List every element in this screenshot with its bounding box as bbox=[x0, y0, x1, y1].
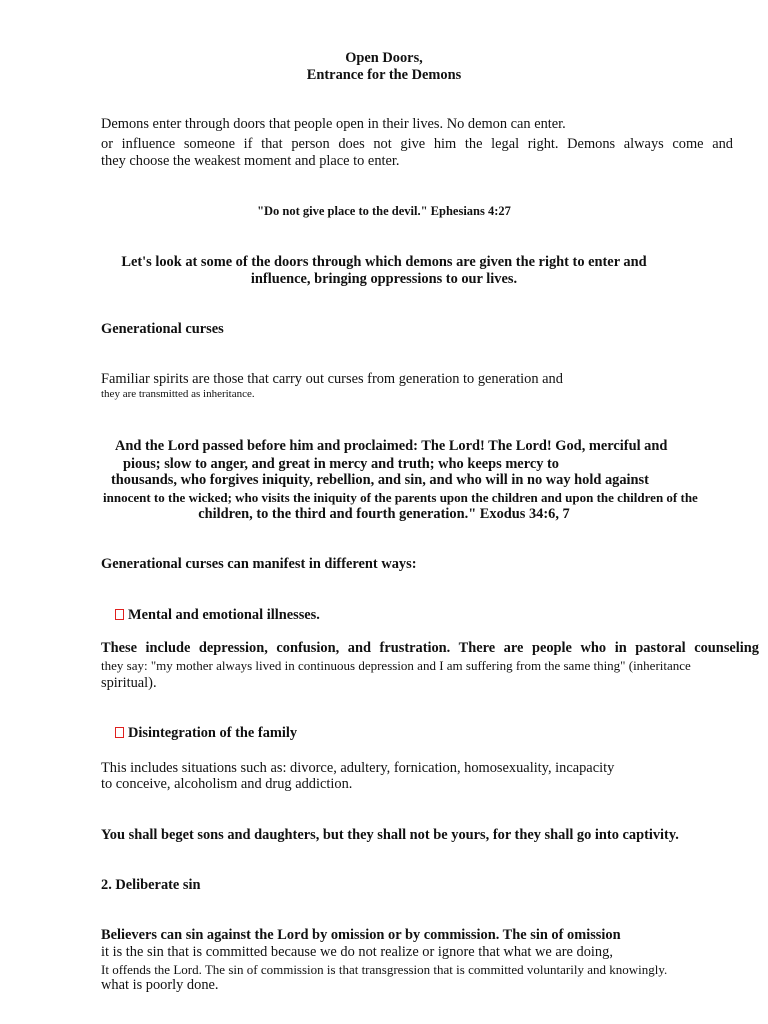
family-para-line-2: to conceive, alcoholism and drug addiction. bbox=[101, 776, 353, 792]
lets-look-line-1: Let's look at some of the doors through which demons are given the right to enter and bbox=[121, 254, 647, 270]
mental-para-line-1: These include depression, confusion, and frustration. There are people who in pastoral counseling bbox=[101, 640, 759, 656]
bullet-label: Disintegration of the family bbox=[128, 725, 298, 741]
exodus-line-4: innocent to the wicked; who visits the iniquity of the parents upon the children and upon the children of the bbox=[103, 490, 698, 505]
manifest-heading: Generational curses can manifest in different ways: bbox=[101, 556, 417, 572]
bullet-label: Mental and emotional illnesses. bbox=[128, 607, 320, 623]
mental-para-line-3: spiritual). bbox=[101, 675, 157, 691]
exodus-line-1: And the Lord passed before him and proclaimed: The Lord! The Lord! God, merciful and bbox=[115, 438, 668, 454]
exodus-line-2: pious; slow to anger, and great in mercy and truth; who keeps mercy to bbox=[123, 456, 559, 472]
bullet-family-disintegration bbox=[115, 725, 297, 742]
sin-line-1: Believers can sin against the Lord by omission or by commission. The sin of omission bbox=[101, 927, 621, 943]
intro-line-2: or influence someone if that person does not give him the legal right. Demons always come and bbox=[101, 136, 733, 152]
exodus-line-5: children, to the third and fourth generation." Exodus 34:6, 7 bbox=[198, 506, 570, 522]
verse-ephesians: "Do not give place to the devil." Ephesians 4:27 bbox=[257, 204, 511, 218]
familiar-line-1: Familiar spirits are those that carry out curses from generation to generation and bbox=[101, 371, 563, 387]
bullet-mental-illnesses bbox=[115, 607, 320, 624]
exodus-line-3: thousands, who forgives iniquity, rebellion, and sin, and who will in no way hold against bbox=[111, 472, 649, 488]
bullet-square-icon bbox=[115, 727, 124, 738]
section-heading-generational-curses: Generational curses bbox=[101, 321, 224, 337]
bullet-square-icon bbox=[115, 609, 124, 620]
document-title-line-2: Entrance for the Demons bbox=[306, 67, 462, 83]
familiar-line-2: they are transmitted as inheritance. bbox=[101, 388, 255, 400]
captivity-verse: You shall beget sons and daughters, but they shall not be yours, for they shall go into captivity. bbox=[101, 827, 679, 843]
lets-look-line-2: influence, bringing oppressions to our lives. bbox=[250, 271, 518, 287]
section-heading-deliberate-sin: 2. Deliberate sin bbox=[101, 877, 201, 893]
intro-line-1: Demons enter through doors that people open in their lives. No demon can enter. bbox=[101, 116, 566, 132]
sin-line-3: It offends the Lord. The sin of commission is that transgression that is committed voluntarily and knowingly. bbox=[101, 962, 668, 977]
sin-line-2: it is the sin that is committed because we do not realize or ignore that what we are doing, bbox=[101, 944, 613, 960]
intro-line-3: they choose the weakest moment and place to enter. bbox=[101, 153, 400, 169]
mental-para-line-2: they say: "my mother always lived in continuous depression and I am suffering from the same thing" (inheritance bbox=[101, 658, 691, 673]
family-para-line-1: This includes situations such as: divorce, adultery, fornication, homosexuality, incapacity bbox=[101, 760, 615, 776]
document-title-line-1: Open Doors, bbox=[345, 50, 423, 66]
sin-line-4: what is poorly done. bbox=[101, 977, 219, 993]
